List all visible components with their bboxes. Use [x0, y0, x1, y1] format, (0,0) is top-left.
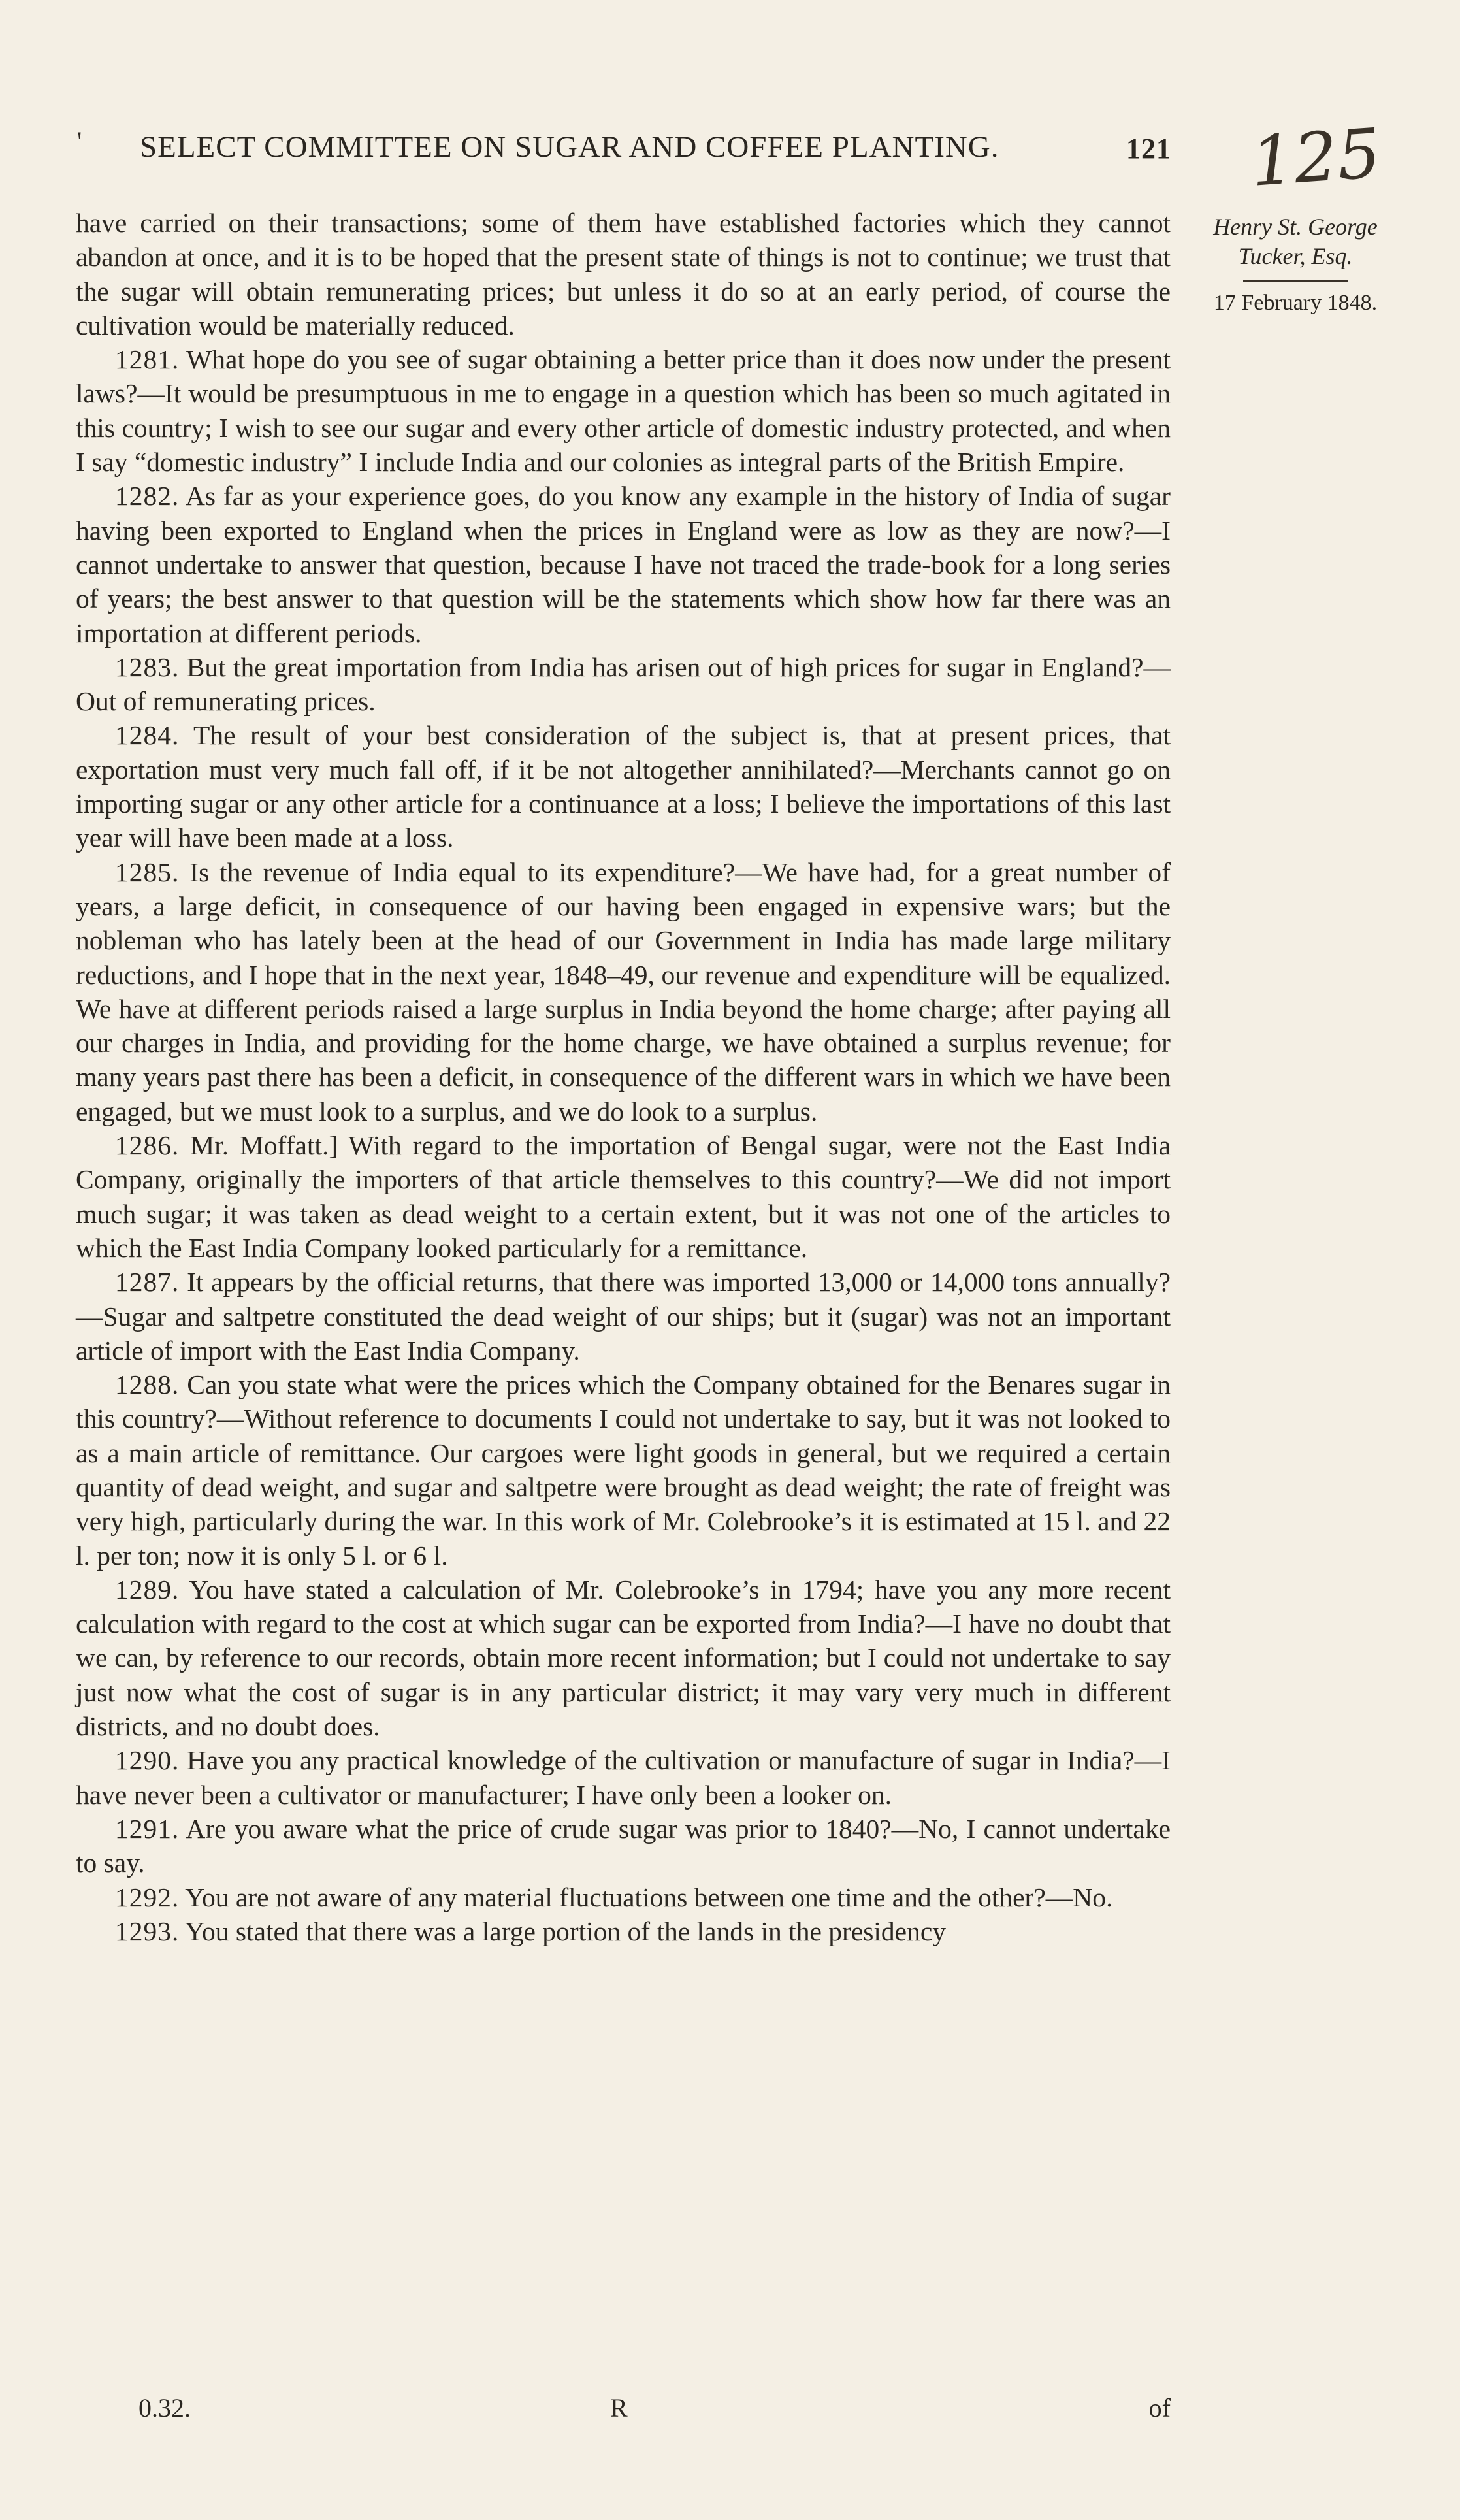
paragraph-text: It appears by the official returns, that there was imported 13,000 or 14,000 tons annually?—Sugar and saltpetre constituted the dead weight of our ships; but it (sugar) was not an important article of import with the East India Company. — [76, 1267, 1171, 1366]
paragraph-text: Have you any practical knowledge of the cultivation or manufacture of sugar in India?—I have never been a cultivator or manufacturer; I have only been a looker on. — [76, 1745, 1171, 1810]
evidence-body — [76, 206, 1171, 1948]
catchword: of — [1148, 2393, 1171, 2423]
margin-divider — [1243, 280, 1348, 282]
evidence-paragraph — [76, 650, 1171, 719]
evidence-paragraph — [76, 1573, 1171, 1743]
question-number: 1293. — [115, 1916, 180, 1946]
question-number: 1288. — [115, 1369, 180, 1400]
signature-mark: 0.32. — [138, 2393, 191, 2423]
paragraph-text: What hope do you see of sugar obtaining a better price than it does now under the present laws?—It would be presumptuous in me to engage in a question which has been so much agitated in this country; I wish to see our sugar and every other article of domestic industry protected, and when I say “domestic industry” I include India and our colonies as integral parts of the British Empire. — [76, 344, 1171, 478]
evidence-paragraph — [76, 1265, 1171, 1367]
evidence-paragraph — [76, 1128, 1171, 1265]
header-title: SELECT COMMITTEE ON SUGAR AND COFFEE PLANTING. — [140, 130, 999, 164]
evidence-paragraph — [76, 1367, 1171, 1573]
paragraph-text: As far as your experience goes, do you know any example in the history of India of sugar having been exported to England when the prices in England were as low as they are now?—I cannot undertake to answer that question, because I have not traced the trade-book for a long series of years; the best answer to that question will be the statements which show how far there was an importation at different periods. — [76, 481, 1171, 648]
page-footer — [76, 2393, 1171, 2432]
question-number: 1290. — [115, 1745, 180, 1776]
paragraph-text: You stated that there was a large portion of the lands in the presidency — [185, 1916, 947, 1946]
paragraph-text: You are not aware of any material fluctuations between one time and the other?—No. — [185, 1882, 1113, 1912]
sheet-letter: R — [610, 2393, 628, 2423]
question-number: 1285. — [115, 857, 180, 887]
paragraph-text: have carried on their transactions; some of them have established factories which they cannot abandon at once, and it is to be hoped that the present state of things is not to continue; we trust that the sugar will obtain remunerating prices; but unless it do so at an early period, of course the cultivation would be materially reduced. — [76, 208, 1171, 340]
witness-name: Henry St. George — [1213, 214, 1378, 240]
question-number: 1283. — [115, 651, 180, 682]
speaker-name: Mr. Moffatt.] — [190, 1130, 338, 1161]
question-number: 1282. — [115, 481, 180, 512]
paragraph-text: The result of your best consideration of the subject is, that at present prices, that exportation must very much fall off, if it be not altogether annihilated?—Merchants cannot go on importing sugar or any other article for a continuance at a loss; I believe the importations of this last year will have been made at a loss. — [76, 720, 1171, 853]
question-number: 1289. — [115, 1574, 180, 1605]
paragraph-text: But the great importation from India has arisen out of high prices for sugar in England?—Out of remunerating prices. — [76, 651, 1171, 717]
evidence-paragraph — [76, 1914, 1171, 1948]
paragraph-text: Can you state what were the prices which the Company obtained for the Benares sugar in this country?—Without reference to documents I could not undertake to say, but it was not looked to as a main article of remittance. Our cargoes were light goods in general, but we required a certain quantity of dead weight, and sugar and saltpetre were brought as dead weight; the rate of freight was very high, particularly during the war. In this work of Mr. Colebrooke’s it is estimated at 15 l. and 22 l. per ton; now it is only 5 l. or 6 l. — [76, 1369, 1171, 1571]
page-number: 121 — [1126, 133, 1171, 165]
question-number: 1292. — [115, 1882, 180, 1912]
paragraph-text: You have stated a calculation of Mr. Colebrooke’s in 1794; have you any more recent calculation with regard to the cost at which sugar can be exported from India?—I have no doubt that we can, by reference to our records, obtain more recent information; but I could not undertake to say just now what the cost of sugar is in any particular district; it may vary very much in different districts, and no doubt does. — [76, 1574, 1171, 1742]
question-number: 1291. — [115, 1813, 180, 1844]
evidence-paragraph — [76, 1880, 1171, 1914]
evidence-paragraph — [76, 342, 1171, 479]
evidence-paragraph — [76, 206, 1171, 342]
question-number: 1287. — [115, 1267, 180, 1298]
evidence-paragraph — [76, 1812, 1171, 1880]
evidence-paragraph — [76, 855, 1171, 1128]
evidence-paragraph — [76, 479, 1171, 649]
paragraph-text: Are you aware what the price of crude sugar was prior to 1840?—No, I cannot undertake to say. — [76, 1813, 1171, 1878]
evidence-date: 17 February 1848. — [1213, 291, 1378, 315]
evidence-paragraph — [76, 718, 1171, 855]
header-mark: ' — [77, 126, 83, 155]
paragraph-text: With regard to the importation of Bengal sugar, were not the East India Company, originally the importers of that article themselves to this country?—We did not import much sugar; it was taken as dead weight to a certain extent, but it was not one of the articles to which the East India Company looked particularly for a remittance. — [76, 1130, 1171, 1263]
witness-title: Tucker, Esq. — [1238, 243, 1353, 269]
paragraph-text: Is the revenue of India equal to its expenditure?—We have had, for a great number of years, a large deficit, in consequence of our having been engaged in expensive wars; but the nobleman who has lately been at the head of our Government in India has made large military reductions, and I hope that in the next year, 1848–49, our revenue and expenditure will be equalized. We have at different periods raised a large surplus in India beyond the home charge; after paying all our charges in India, and providing for the home charge, we have obtained a surplus revenue; for many years past there has been a deficit, in consequence of the different wars in which we have been engaged, but we must look to a surplus, and we do look to a surplus. — [76, 857, 1171, 1126]
question-number: 1281. — [115, 344, 180, 375]
question-number: 1286. — [115, 1130, 180, 1161]
handwritten-folio-number: 125 — [1248, 113, 1384, 202]
margin-note — [1188, 212, 1403, 318]
question-number: 1284. — [115, 720, 180, 751]
evidence-paragraph — [76, 1743, 1171, 1812]
